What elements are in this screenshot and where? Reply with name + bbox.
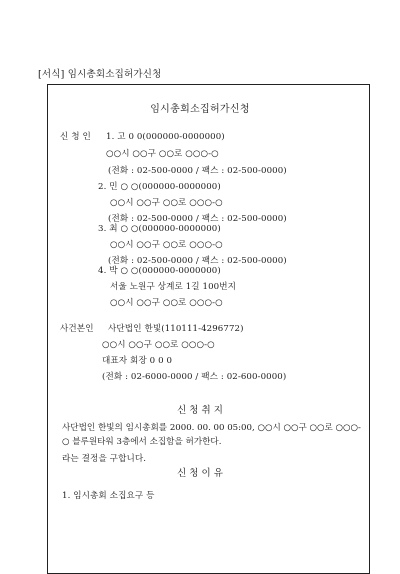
- purpose-title: 신 청 취 지: [177, 405, 223, 416]
- purpose-text: 사단법인 한빛의 임시총회를 2000. 00. 00 05:00, ○○시 ○○구 ○○로 ○○○-○ 블루원타워 3층에서 소집함을 허가한다.: [62, 423, 361, 447]
- purpose-closing: 라는 결정을 구합니다.: [62, 454, 147, 464]
- principal-name: 사단법인 한빛(110111-4296772): [108, 324, 244, 334]
- applicant-3-address: ○○시 ○○구 ○○로 ○○○-○: [110, 240, 223, 250]
- applicant-heading: 신 청 인: [60, 132, 91, 142]
- applicant-1-address: ○○시 ○○구 ○○로 ○○○-○: [106, 149, 219, 159]
- applicant-2-address: ○○시 ○○구 ○○로 ○○○-○: [110, 198, 223, 208]
- applicant-1-id: 1. 고 0 0(000000-0000000): [106, 132, 225, 142]
- principal-heading: 사건본인: [60, 324, 94, 334]
- applicant-1-contact: (전화 : 02-500-0000 / 팩스 : 02-500-0000): [108, 166, 287, 176]
- applicant-4-address: 서울 노원구 상계로 1길 100번지: [110, 282, 237, 292]
- reasons-title: 신 청 이 유: [177, 468, 223, 479]
- principal-contact: (전화 : 02-6000-0000 / 팩스 : 02-600-0000): [102, 372, 287, 382]
- principal-representative: 대표자 회장 0 0 0: [102, 356, 173, 366]
- principal-address: ○○시 ○○구 ○○로 ○○○-○: [102, 340, 215, 350]
- reasons-first-item: 1. 임시총회 소집요구 등: [62, 491, 155, 501]
- applicant-2-id: 2. 민 ○ ○(000000-0000000): [98, 182, 221, 192]
- form-label: [서식] 임시총회소집허가신청: [38, 69, 162, 80]
- applicant-2-contact: (전화 : 02-500-0000 / 팩스 : 02-500-0000): [108, 214, 287, 224]
- applicant-4-address-2: ○○시 ○○구 ○○로 ○○○-○: [110, 298, 223, 308]
- document-title: 임시총회소집허가신청: [150, 104, 250, 115]
- applicant-3-contact: (전화 : 02-500-0000 / 팩스 : 02-500-0000): [108, 256, 287, 266]
- applicant-3-id: 3. 최 ○ ○(000000-0000000): [98, 224, 221, 234]
- applicant-4-id: 4. 박 ○ ○(000000-0000000): [98, 266, 221, 276]
